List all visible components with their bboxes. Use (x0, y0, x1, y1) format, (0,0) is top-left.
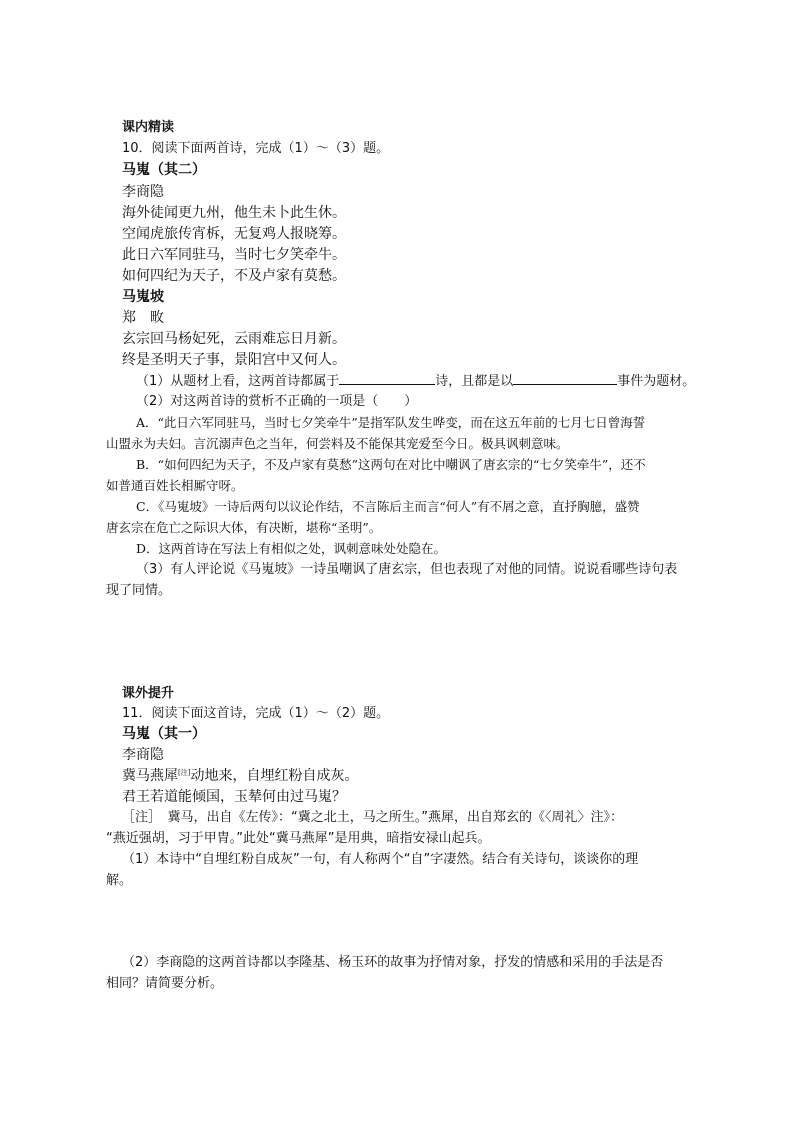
option-b-line-1: B．“如何四纪为天子，不及卢家有莫愁”这两句在对比中嘲讽了唐玄宗的“七夕笑牵牛”，还不 (136, 457, 646, 472)
question-11-part-2-line-1: （2）李商隐的这两首诗都以李隆基、杨玉环的故事为抒情对象，抒发的情感和采用的手法是否 (122, 955, 664, 970)
poem3-line-1-a: 冀马燕犀 (122, 768, 178, 784)
option-a-line-2: 山盟永为夫妇。言沉溺声色之当年，何尝料及不能保其宠爱至今日。极具讽刺意味。 (106, 436, 569, 451)
poem1-line-1: 海外徒闻更九州，他生未卜此生休。 (122, 205, 346, 221)
question-10-part-3-line-1: （3）有人评论说《马嵬坡》一诗虽嘲讽了唐玄宗，但也表现了对他的同情。说说看哪些诗句表 (136, 562, 678, 577)
poem3-author: 李商隐 (122, 747, 164, 763)
option-c-line-1: C．《马嵬坡》一诗后两句以议论作结，不言陈后主而言“何人”有不屑之意，直抒胸臆，盛赞 (136, 499, 640, 514)
question-11-part-1-line-1: （1）本诗中“自埋红粉自成灰”一句，有人称两个“自”字凄然。结合有关诗句，谈谈你的理 (122, 852, 639, 867)
footnote-line-1: ［注］ 冀马，出自《左传》：“冀之北土，马之所生。”燕犀，出自郑玄的《〈周礼〉注》： (122, 810, 623, 825)
section-heading-extracurricular: 课外提升 (122, 686, 175, 701)
poem2-title: 马嵬坡 (122, 289, 164, 305)
question-10-part-1 (136, 372, 695, 391)
question-11-prompt: 11．阅读下面这首诗，完成（1）～（2）题。 (122, 706, 390, 721)
poem1-title: 马嵬（其二） (122, 162, 206, 178)
question-10-part-2: （2）对这两首诗的赏析不正确的一项是（ ） (136, 394, 418, 409)
poem3-title: 马嵬（其一） (122, 726, 206, 742)
question-10-prompt: 10．阅读下面两首诗，完成（1）～（3）题。 (122, 141, 390, 156)
poem1-author: 李商隐 (122, 184, 164, 200)
question-11-part-1-line-2: 解。 (106, 873, 133, 888)
poem2-line-1: 玄宗回马杨妃死，云雨难忘日月新。 (122, 331, 346, 347)
answer-blank-2[interactable] (513, 372, 617, 385)
option-d-line-1: D．这两首诗在写法上有相似之处，讽刺意味处处隐在。 (136, 541, 447, 556)
question-11-part-2-line-2: 相同？请简要分析。 (106, 976, 224, 991)
answer-blank-1[interactable] (339, 372, 435, 385)
q1-text-b: 诗，且都是以 (435, 374, 514, 389)
footnote-line-2: “燕近强胡，习于甲胄。”此处“冀马燕犀”是用典，暗指安禄山起兵。 (106, 831, 491, 846)
section-heading-in-class: 课内精读 (122, 120, 175, 135)
poem1-line-3: 此日六军同驻马，当时七夕笑牵牛。 (122, 247, 346, 263)
poem3-line-1 (122, 767, 358, 785)
poem1-line-4: 如何四纪为天子，不及卢家有莫愁。 (122, 268, 346, 284)
question-10-part-3-line-2: 现了同情。 (106, 583, 172, 598)
poem3-line-1-b: 动地来，自埋红粉自成灰。 (190, 768, 359, 784)
q1-text-a: （1）从题材上看，这两首诗都属于 (136, 374, 340, 389)
poem2-line-2: 终是圣明天子事，景阳宫中又何人。 (122, 352, 346, 368)
footnote-marker: [注] (178, 768, 191, 777)
q1-text-c: 事件为题材。 (617, 374, 696, 389)
poem3-line-2: 君王若道能倾国，玉辇何由过马嵬？ (122, 789, 346, 805)
poem2-author: 郑 畋 (122, 310, 164, 326)
option-a-line-1: A．“此日六军同驻马，当时七夕笑牵牛”是指军队发生哗变，而在这五年前的七月七日曾海誓 (136, 415, 646, 430)
option-b-line-2: 如普通百姓长相厮守呀。 (106, 478, 244, 493)
poem1-line-2: 空闻虎旅传宵柝，无复鸡人报晓筹。 (122, 226, 346, 242)
option-c-line-2: 唐玄宗在危亡之际识大体，有决断，堪称“圣明”。 (106, 520, 382, 535)
